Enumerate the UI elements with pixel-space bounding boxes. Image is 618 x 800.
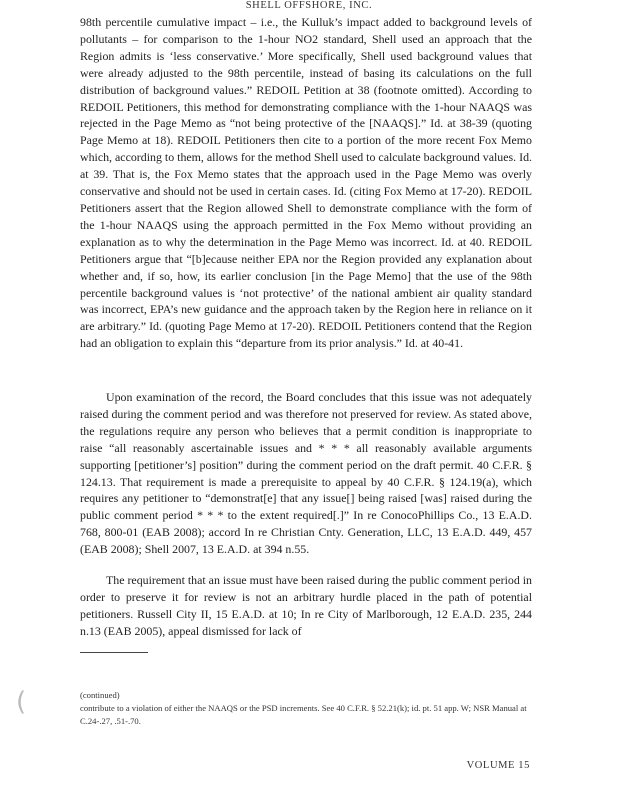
footnote-divider [80,652,148,653]
footnote-text: contribute to a violation of either the NAAQS or the PSD increments. See 40 C.F.R. § 52.21(k); id. pt. 51 app. W; NSR Manual at C.24-.27, .51-.70. [80,703,527,726]
footnote-continued-label: (continued) [80,690,120,700]
volume-footer: VOLUME 15 [466,760,530,771]
paragraph-requirement: The requirement that an issue must have been raised during the public comment period in order to preserve it for review is not an arbitrary hurdle placed in the path of potential petitioners. Russell City II, 15 E.A.D. at 10; In re City of Marlborough, 12 E.A.D. 235, 244 n.13 (EAB 2005), appeal dismissed for lack of [80,573,532,638]
paragraph-board-conclusion: Upon examination of the record, the Board concludes that this issue was not adequately raised during the comment period and was therefore not preserved for review. As stated above, the regulations require any person who believes that a permit condition is inappropriate to raise “all reasonably ascertainable issues and * * * all reasonably available arguments supporting [petitioner’s] position” during the comment period on the draft permit. 40 C.F.R. § 124.13. That requirement is made a prerequisite to appeal by 40 C.F.R. § 124.19(a), which requires any petitioner to “demonstrat[e] that any issue[] being raised [was] raised during the public comment period * * * to the extent required[.]” In re ConocoPhillips Co., 13 E.A.D. 768, 800-01 (EAB 2008); accord In re Christian Cnty. Generation, LLC, 13 E.A.D. 449, 457 (EAB 2008); Shell 2007, 13 E.A.D. at 394 n.55. [80,390,532,557]
running-header: SHELL OFFSHORE, INC. [245,0,373,11]
paragraph-continued: 98th percentile cumulative impact – i.e., the Kulluk’s impact added to background levels of pollutants – for comparison to the 1-hour NO2 standard, Shell used an approach that the Region admits is ‘less conservative.’ More specifically, Shell used background values that were already adjusted to the 98th percentile, instead of basing its calculations on the full distribution of background values.” REDOIL Petition at 38 (footnote omitted). According to REDOIL Petitioners, this method for demonstrating compliance with the 1-hour NAAQS was rejected in the Page Memo as “not being protective of the [NAAQS].” Id. at 38-39 (quoting Page Memo at 18). REDOIL Petitioners then cite to a portion of the more recent Fox Memo which, according to them, allows for the method Shell used to calculate background values. Id. at 39. That is, the Fox Memo states that the approach used in the Page Memo was overly conservative and should not be used in certain cases. Id. (citing Fox Memo at 17-20). REDOIL Petitioners assert that the Region allowed Shell to demonstrate compliance with the form of the 1-hour NAAQS using the approach permitted in the Fox Memo without providing an explanation as to why the determination in the Page Memo was incorrect. Id. at 40. REDOIL Petitioners argue that “[b]ecause neither EPA nor the Region provided any explanation about whether and, if so, how, its earlier conclusion [in the Page Memo] that the use of the 98th percentile background values is ‘not protective’ of the national ambient air quality standard was incorrect, EPA’s new guidance and the approach taken by the Region here in reliance on it are arbitrary.” Id. (quoting Page Memo at 17-20). REDOIL Petitioners contend that the Region had an obligation to explain this “departure from its prior analysis.” Id. at 40-41. [80,15,532,351]
scan-mark-icon: ( [16,687,27,717]
